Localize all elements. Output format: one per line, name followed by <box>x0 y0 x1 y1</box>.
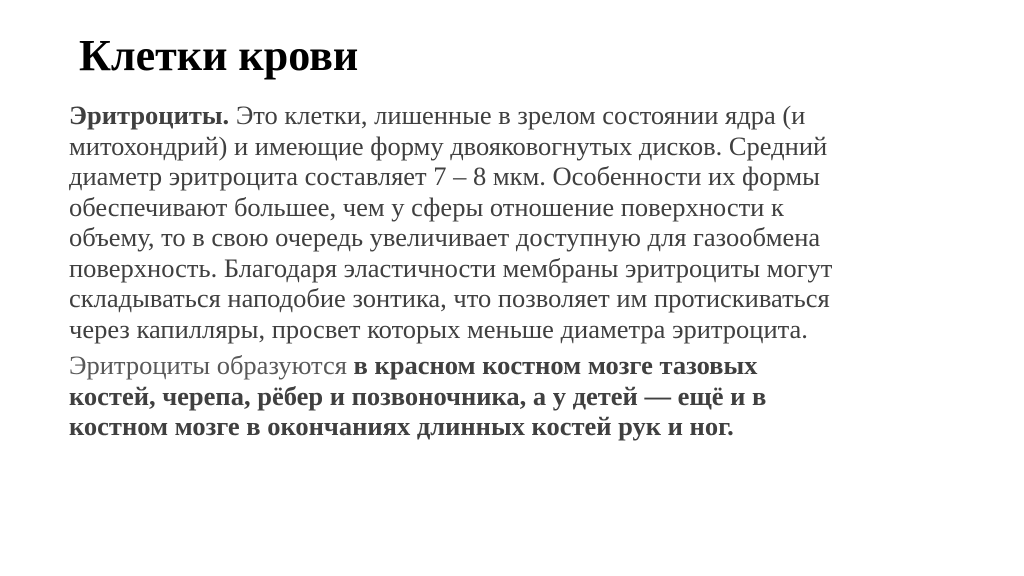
paragraph-line: диаметр эритроцита составляет 7 – 8 мкм. Особенности их формы <box>69 161 820 191</box>
paragraph-line: поверхность. Благодаря эластичности мембраны эритроциты могут <box>69 252 833 283</box>
erythrocyte-formation-paragraph <box>69 350 949 442</box>
paragraph-line: костном мозге в окончаниях длинных костей рук и ног. <box>69 411 734 441</box>
paragraph-line: складываться наподобие зонтика, что позволяет им протискиваться <box>69 283 830 313</box>
slide-title: Клетки крови <box>79 31 359 80</box>
paragraph-line: митохондрий) и имеющие форму двояковогнутых дисков. Средний <box>69 130 828 161</box>
line-text: Это клетки, лишенные в зрелом состоянии ядра (и <box>229 100 806 130</box>
paragraph-line: костей, черепа, рёбер и позвоночника, а у детей — ещё и в <box>69 380 767 411</box>
erythrocytes-description-paragraph <box>69 100 949 344</box>
term-erythrocytes: Эритроциты. <box>69 100 230 130</box>
paragraph-line: объему, то в свою очередь увеличивает доступную для газообмена <box>69 222 821 252</box>
lead-text: Эритроциты образуются <box>69 350 354 380</box>
paragraph-line <box>69 100 949 131</box>
bold-text: в красном костном мозге тазовых <box>353 350 758 380</box>
paragraph-line <box>69 350 949 381</box>
paragraph-line: обеспечивают большее, чем у сферы отношение поверхности к <box>69 191 784 222</box>
paragraph-line: через капилляры, просвет которых меньше диаметра эритроцита. <box>69 313 808 344</box>
